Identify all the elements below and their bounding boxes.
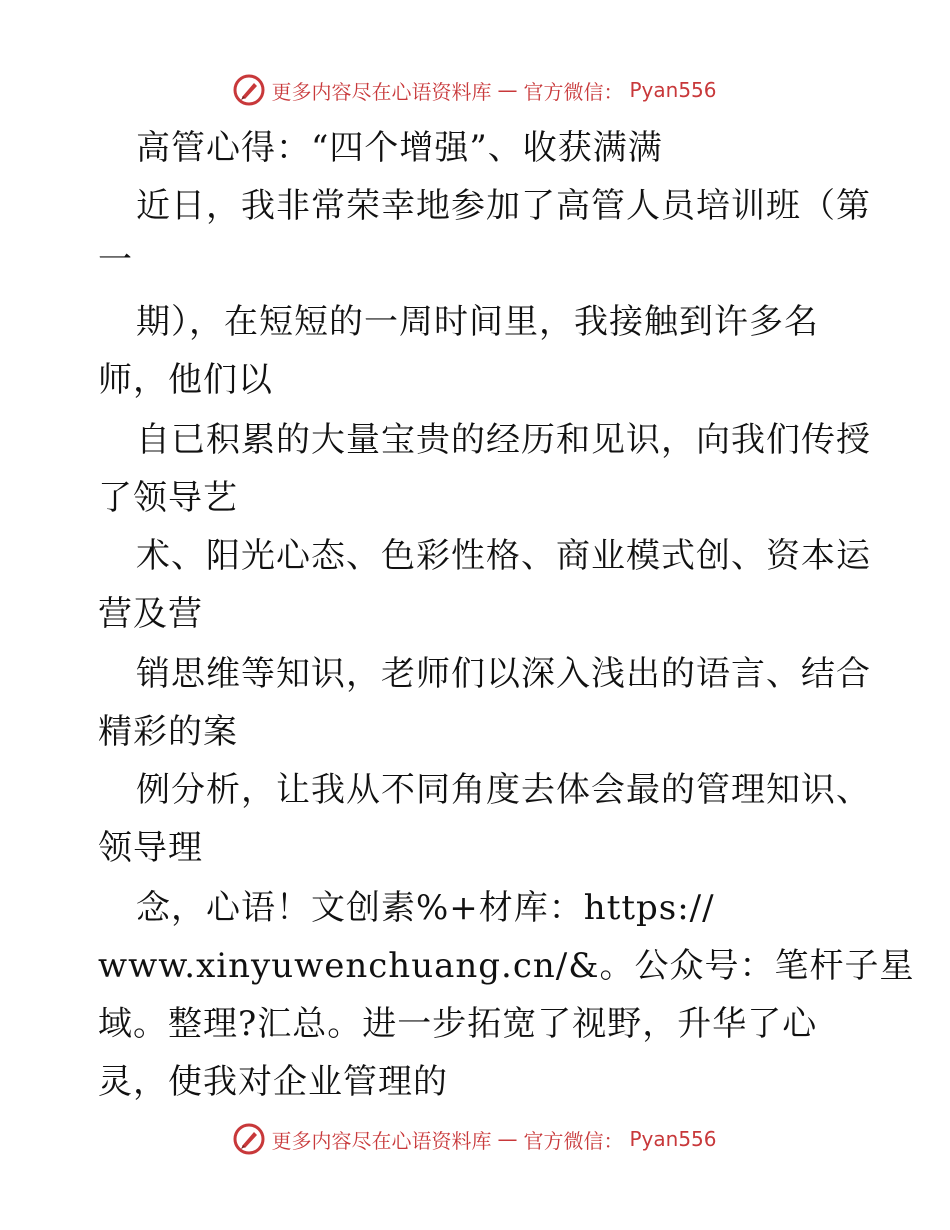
banner-brand-text: 更多内容尽在心语资料库 [271, 1128, 492, 1153]
doc-line: 念，心语！文创素%+材库：https:// [136, 888, 715, 928]
doc-line: 领导理 [98, 828, 203, 868]
banner-wechat-id: Pyan556 [629, 1127, 717, 1151]
doc-line: 师，他们以 [98, 360, 273, 400]
banner-official-label: 官方微信： [523, 79, 624, 104]
doc-line: 自已积累的大量宝贵的经历和见识，向我们传授 [136, 420, 871, 460]
doc-line: 营及营 [98, 594, 203, 634]
header-watermark-banner [0, 70, 950, 110]
doc-line: 一 [98, 240, 133, 280]
footer-watermark-banner [0, 1119, 950, 1159]
doc-line: www.xinyuwenchuang.cn/&。公众号：笔杆子星 [98, 946, 915, 986]
doc-line: 期），在短短的一周时间里，我接触到许多名 [136, 302, 819, 342]
pen-logo-icon [233, 1123, 265, 1155]
banner-wechat-id: Pyan556 [629, 78, 717, 102]
doc-line: 了领导艺 [98, 478, 238, 518]
doc-line: 近日，我非常荣幸地参加了高管人员培训班（第 [136, 186, 871, 226]
doc-title: 高管心得：“四个增强”、收获满满 [136, 128, 663, 168]
doc-line: 例分析，让我从不同角度去体会最的管理知识、 [136, 770, 871, 810]
banner-brand-text: 更多内容尽在心语资料库 [271, 79, 492, 104]
doc-line: 术、阳光心态、色彩性格、商业模式创、资本运 [136, 536, 871, 576]
banner-separator: — [497, 78, 518, 102]
banner-official-label: 官方微信： [523, 1128, 624, 1153]
doc-line: 域。整理?汇总。进一步拓宽了视野，升华了心 [98, 1004, 818, 1044]
banner-separator: — [497, 1127, 518, 1151]
doc-line: 灵，使我对企业管理的 [98, 1062, 448, 1102]
pen-logo-icon [233, 74, 265, 106]
doc-line: 精彩的案 [98, 712, 238, 752]
doc-line: 销思维等知识，老师们以深入浅出的语言、结合 [136, 654, 871, 694]
